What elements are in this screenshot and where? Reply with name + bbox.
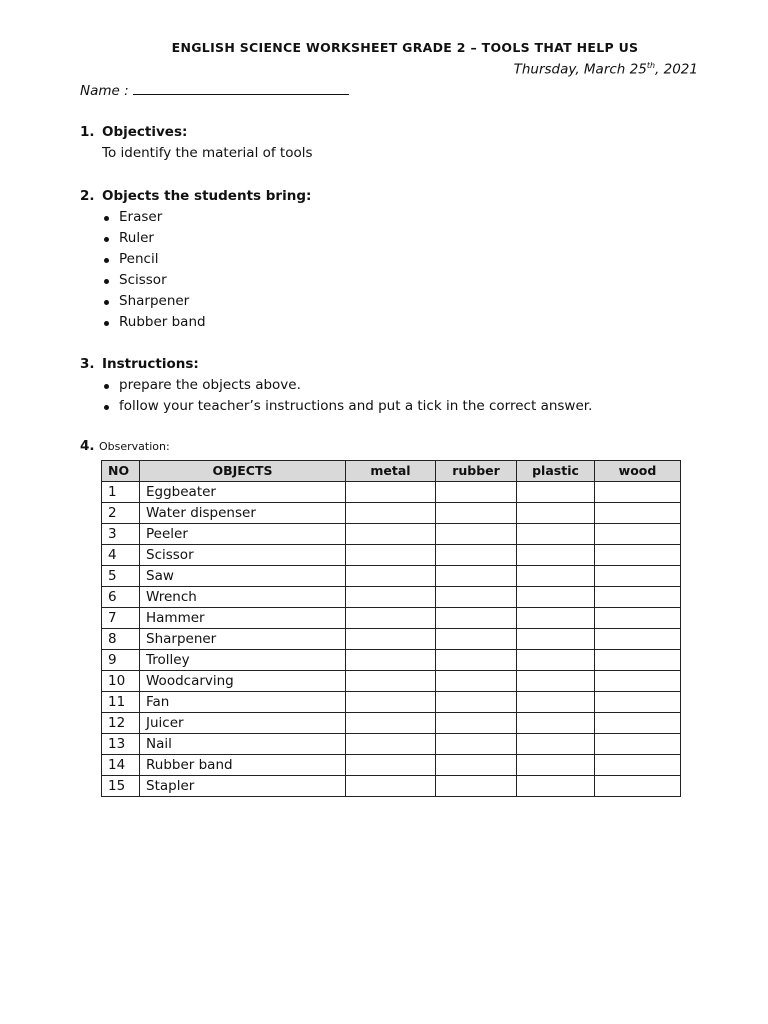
object-name-cell: Stapler xyxy=(140,776,346,797)
table-row xyxy=(102,608,681,629)
observation-table xyxy=(101,460,681,797)
list-item: Scissor xyxy=(102,270,311,291)
object-name-cell: Fan xyxy=(140,692,346,713)
table-row xyxy=(102,671,681,692)
table-row xyxy=(102,545,681,566)
tick-cell-plastic[interactable] xyxy=(517,608,595,629)
tick-cell-rubber[interactable] xyxy=(436,482,517,503)
tick-cell-rubber[interactable] xyxy=(436,671,517,692)
tick-cell-plastic[interactable] xyxy=(517,650,595,671)
tick-cell-wood[interactable] xyxy=(595,755,681,776)
table-row xyxy=(102,524,681,545)
tick-cell-metal[interactable] xyxy=(346,755,436,776)
column-header-no: NO xyxy=(102,461,140,482)
object-name-cell: Trolley xyxy=(140,650,346,671)
instructions-heading: 3. Instructions: xyxy=(80,356,199,372)
list-item: Ruler xyxy=(102,228,311,249)
row-number-cell: 8 xyxy=(102,629,140,650)
column-header-plastic: plastic xyxy=(517,461,595,482)
tick-cell-metal[interactable] xyxy=(346,650,436,671)
table-row xyxy=(102,587,681,608)
worksheet-title: ENGLISH SCIENCE WORKSHEET GRADE 2 – TOOLS THAT HELP US xyxy=(171,40,639,55)
tick-cell-plastic[interactable] xyxy=(517,671,595,692)
tick-cell-plastic[interactable] xyxy=(517,545,595,566)
tick-cell-metal[interactable] xyxy=(346,734,436,755)
table-row xyxy=(102,692,681,713)
observation-heading: 4. Observation: xyxy=(80,438,170,454)
table-row xyxy=(102,713,681,734)
object-name-cell: Wrench xyxy=(140,587,346,608)
row-number-cell: 15 xyxy=(102,776,140,797)
table-row xyxy=(102,734,681,755)
name-label: Name : xyxy=(80,83,129,99)
object-name-cell: Eggbeater xyxy=(140,482,346,503)
list-item: Sharpener xyxy=(102,291,311,312)
row-number-cell: 10 xyxy=(102,671,140,692)
name-field-row xyxy=(80,82,349,99)
tick-cell-plastic[interactable] xyxy=(517,776,595,797)
tick-cell-wood[interactable] xyxy=(595,545,681,566)
observation-table-body xyxy=(102,482,681,797)
tick-cell-wood[interactable] xyxy=(595,524,681,545)
row-number-cell: 6 xyxy=(102,587,140,608)
row-number-cell: 1 xyxy=(102,482,140,503)
column-header-objects: OBJECTS xyxy=(140,461,346,482)
object-name-cell: Woodcarving xyxy=(140,671,346,692)
tick-cell-rubber[interactable] xyxy=(436,629,517,650)
object-name-cell: Nail xyxy=(140,734,346,755)
table-row xyxy=(102,503,681,524)
instructions-list xyxy=(80,375,592,417)
tick-cell-plastic[interactable] xyxy=(517,587,595,608)
section-objects-bring xyxy=(80,186,311,333)
tick-cell-metal[interactable] xyxy=(346,482,436,503)
tick-cell-metal[interactable] xyxy=(346,671,436,692)
list-item: Pencil xyxy=(102,249,311,270)
tick-cell-rubber[interactable] xyxy=(436,713,517,734)
tick-cell-wood[interactable] xyxy=(595,734,681,755)
row-number-cell: 13 xyxy=(102,734,140,755)
tick-cell-plastic[interactable] xyxy=(517,713,595,734)
name-blank-line[interactable] xyxy=(133,82,349,95)
object-name-cell: Juicer xyxy=(140,713,346,734)
row-number-cell: 14 xyxy=(102,755,140,776)
row-number-cell: 7 xyxy=(102,608,140,629)
object-name-cell: Sharpener xyxy=(140,629,346,650)
list-item: Eraser xyxy=(102,207,311,228)
objects-bring-heading: 2. Objects the students bring: xyxy=(80,188,312,204)
tick-cell-metal[interactable] xyxy=(346,776,436,797)
tick-cell-wood[interactable] xyxy=(595,482,681,503)
list-item: prepare the objects above. xyxy=(102,375,592,396)
tick-cell-wood[interactable] xyxy=(595,503,681,524)
row-number-cell: 12 xyxy=(102,713,140,734)
worksheet-date: Thursday, March 25th, 2021 xyxy=(513,61,698,78)
table-row xyxy=(102,650,681,671)
row-number-cell: 11 xyxy=(102,692,140,713)
objectives-heading: 1. Objectives: xyxy=(80,124,188,140)
object-name-cell: Scissor xyxy=(140,545,346,566)
row-number-cell: 5 xyxy=(102,566,140,587)
tick-cell-wood[interactable] xyxy=(595,692,681,713)
tick-cell-wood[interactable] xyxy=(595,671,681,692)
tick-cell-wood[interactable] xyxy=(595,650,681,671)
tick-cell-plastic[interactable] xyxy=(517,503,595,524)
tick-cell-plastic[interactable] xyxy=(517,524,595,545)
section-objectives xyxy=(80,122,313,164)
object-name-cell: Water dispenser xyxy=(140,503,346,524)
object-name-cell: Peeler xyxy=(140,524,346,545)
tick-cell-plastic[interactable] xyxy=(517,755,595,776)
tick-cell-metal[interactable] xyxy=(346,713,436,734)
tick-cell-plastic[interactable] xyxy=(517,692,595,713)
column-header-wood: wood xyxy=(595,461,681,482)
table-row xyxy=(102,776,681,797)
tick-cell-rubber[interactable] xyxy=(436,587,517,608)
object-name-cell: Rubber band xyxy=(140,755,346,776)
tick-cell-wood[interactable] xyxy=(595,629,681,650)
objectives-text: To identify the material of tools xyxy=(102,145,313,161)
tick-cell-plastic[interactable] xyxy=(517,629,595,650)
column-header-rubber: rubber xyxy=(436,461,517,482)
tick-cell-wood[interactable] xyxy=(595,587,681,608)
row-number-cell: 3 xyxy=(102,524,140,545)
tick-cell-metal[interactable] xyxy=(346,608,436,629)
tick-cell-metal[interactable] xyxy=(346,692,436,713)
tick-cell-plastic[interactable] xyxy=(517,566,595,587)
list-item: Rubber band xyxy=(102,312,311,333)
section-instructions xyxy=(80,354,592,417)
table-row xyxy=(102,755,681,776)
tick-cell-wood[interactable] xyxy=(595,776,681,797)
tick-cell-plastic[interactable] xyxy=(517,482,595,503)
tick-cell-metal[interactable] xyxy=(346,503,436,524)
tick-cell-rubber[interactable] xyxy=(436,566,517,587)
tick-cell-wood[interactable] xyxy=(595,566,681,587)
tick-cell-rubber[interactable] xyxy=(436,608,517,629)
tick-cell-rubber[interactable] xyxy=(436,650,517,671)
table-row xyxy=(102,566,681,587)
table-header-row xyxy=(102,461,681,482)
tick-cell-rubber[interactable] xyxy=(436,503,517,524)
tick-cell-rubber[interactable] xyxy=(436,776,517,797)
tick-cell-metal[interactable] xyxy=(346,629,436,650)
tick-cell-rubber[interactable] xyxy=(436,734,517,755)
tick-cell-metal[interactable] xyxy=(346,545,436,566)
table-row xyxy=(102,482,681,503)
tick-cell-wood[interactable] xyxy=(595,713,681,734)
tick-cell-metal[interactable] xyxy=(346,587,436,608)
row-number-cell: 4 xyxy=(102,545,140,566)
object-name-cell: Saw xyxy=(140,566,346,587)
tick-cell-rubber[interactable] xyxy=(436,755,517,776)
tick-cell-wood[interactable] xyxy=(595,608,681,629)
tick-cell-metal[interactable] xyxy=(346,566,436,587)
tick-cell-rubber[interactable] xyxy=(436,524,517,545)
list-item: follow your teacher’s instructions and put a tick in the correct answer. xyxy=(102,396,592,417)
tick-cell-rubber[interactable] xyxy=(436,692,517,713)
object-name-cell: Hammer xyxy=(140,608,346,629)
tick-cell-metal[interactable] xyxy=(346,524,436,545)
table-row xyxy=(102,629,681,650)
tick-cell-plastic[interactable] xyxy=(517,734,595,755)
tick-cell-rubber[interactable] xyxy=(436,545,517,566)
row-number-cell: 9 xyxy=(102,650,140,671)
objects-bring-list xyxy=(80,207,311,333)
column-header-metal: metal xyxy=(346,461,436,482)
row-number-cell: 2 xyxy=(102,503,140,524)
